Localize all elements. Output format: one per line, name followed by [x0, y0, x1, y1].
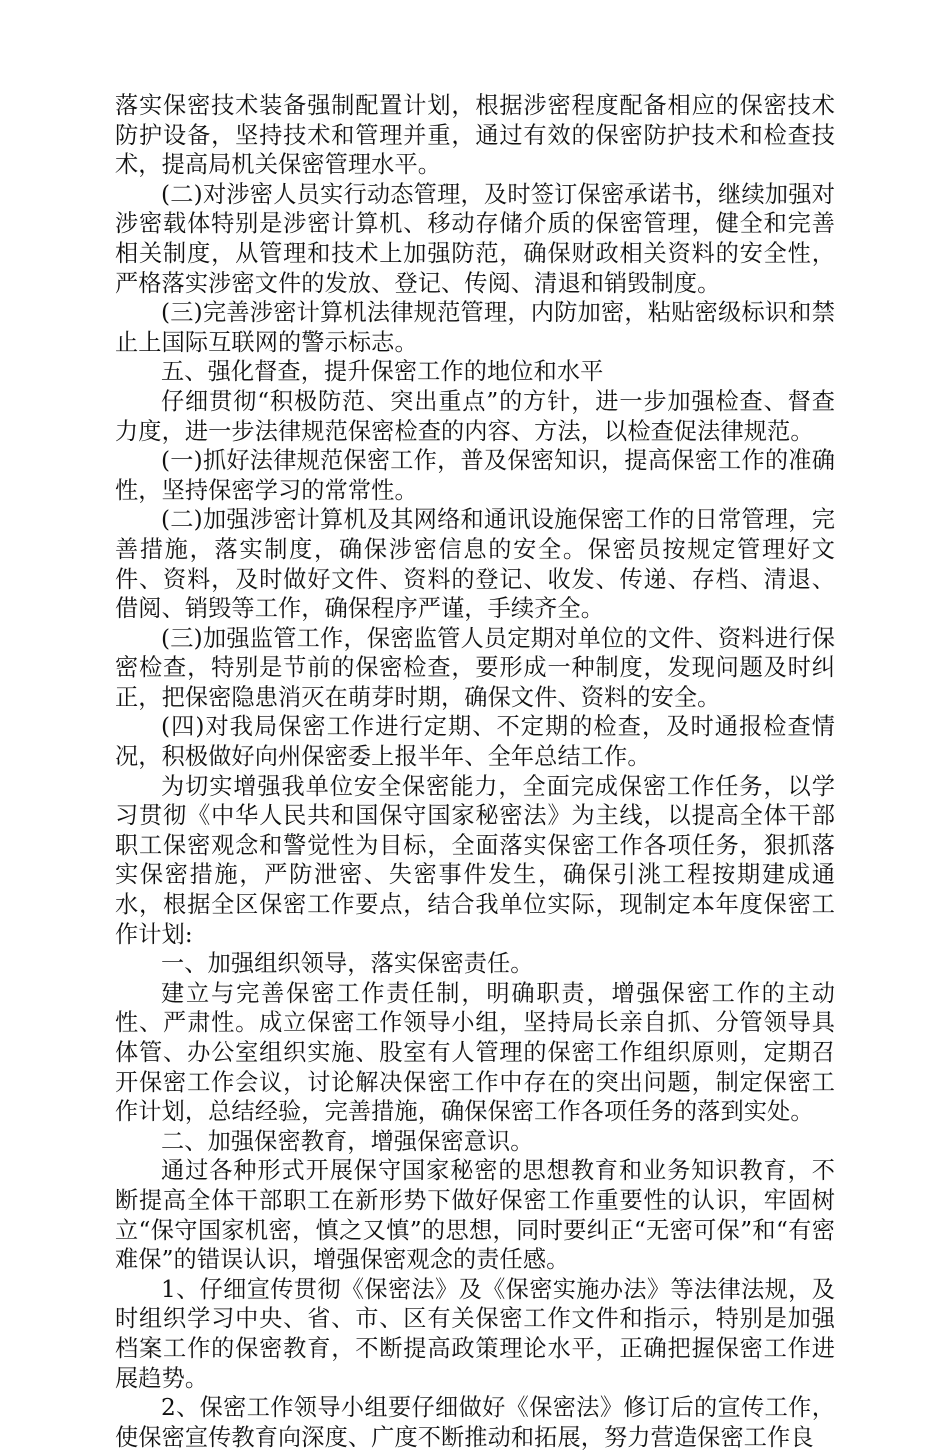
paragraph-item-3b: (三)加强监管工作，保密监管人员定期对单位的文件、资料进行保密检查，特别是节前的保密检查，要形成一种制度，发现问题及时纠正，把保密隐患消灭在萌芽时期，确保文件、资料的安全。: [115, 624, 835, 711]
document-page: [115, 91, 835, 1452]
section-heading-2: 二、加强保密教育，增强保密意识。: [161, 1127, 534, 1155]
paragraph-section-1-body: 建立与完善保密工作责任制，明确职责，增强保密工作的主动性、严肃性。成立保密工作领导小组，坚持局长亲自抓、分管领导具体管、办公室组织实施、股室有人管理的保密工作组织原则，定期召开保密工作会议，讨论解决保密工作中存在的突出问题，制定保密工作计划，总结经验，完善措施，确保保密工作各项任务的落到实处。: [115, 979, 835, 1126]
paragraph-item-2: (二)对涉密人员实行动态管理，及时签订保密承诺书，继续加强对涉密载体特别是涉密计算机、移动存储介质的保密管理，健全和完善相关制度，从管理和技术上加强防范，确保财政相关资料的安全性，严格落实涉密文件的发放、登记、传阅、清退和销毁制度。: [115, 180, 835, 297]
section-heading-5: 五、强化督查，提升保密工作的地位和水平: [161, 358, 604, 386]
paragraph-item-3: (三)完善涉密计算机法律规范管理，内防加密，粘贴密级标识和禁止上国际互联网的警示标志。: [115, 299, 835, 356]
paragraph-item-2b: (二)加强涉密计算机及其网络和通讯设施保密工作的日常管理，完善措施，落实制度，确保涉密信息的安全。保密员按规定管理好文件、资料，及时做好文件、资料的登记、收发、传递、存档、清退、借阅、销毁等工作，确保程序严谨，手续齐全。: [115, 506, 835, 623]
paragraph-section-2-body: 通过各种形式开展保守国家秘密的思想教育和业务知识教育，不断提高全体干部职工在新形势下做好保密工作重要性的认识，牢固树立“保守国家机密，慎之又慎”的思想，同时要纠正“无密可保”和“有密难保”的错误认识，增强保密观念的责任感。: [115, 1157, 835, 1274]
paragraph-numbered-1: 1、仔细宣传贯彻《保密法》及《保密实施办法》等法律法规，及时组织学习中央、省、市、区有关保密工作文件和指示，特别是加强档案工作的保密教育，不断提高政策理论水平，正确把握保密工作进展趋势。: [115, 1275, 835, 1392]
paragraph-continuation: 落实保密技术装备强制配置计划，根据涉密程度配备相应的保密技术防护设备，坚持技术和管理并重，通过有效的保密防护技术和检查技术，提高局机关保密管理水平。: [115, 92, 835, 179]
paragraph-section-5-intro: 仔细贯彻“积极防范、突出重点”的方针，进一步加强检查、督查力度，进一步法律规范保密检查的内容、方法，以检查促法律规范。: [115, 387, 835, 445]
paragraph-item-1: (一)抓好法律规范保密工作，普及保密知识，提高保密工作的准确性，坚持保密学习的常常性。: [115, 447, 835, 504]
section-heading-1: 一、加强组织领导，落实保密责任。: [161, 950, 534, 978]
paragraph-numbered-2: 2、保密工作领导小组要仔细做好《保密法》修订后的宣传工作，使保密宣传教育向深度、广度不断推动和拓展，努力营造保密工作良: [115, 1394, 835, 1451]
paragraph-item-4: (四)对我局保密工作进行定期、不定期的检查，及时通报检查情况，积极做好向州保密委上报半年、全年总结工作。: [115, 713, 835, 771]
paragraph-plan-intro: 为切实增强我单位安全保密能力，全面完成保密工作任务，以学习贯彻《中华人民共和国保守国家秘密法》为主线，以提高全体干部职工保密观念和警觉性为目标，全面落实保密工作各项任务，狠抓落实保密措施，严防泄密、失密事件发生，确保引洮工程按期建成通水，根据全区保密工作要点，结合我单位实际，现制定本年度保密工作计划:: [115, 772, 835, 948]
